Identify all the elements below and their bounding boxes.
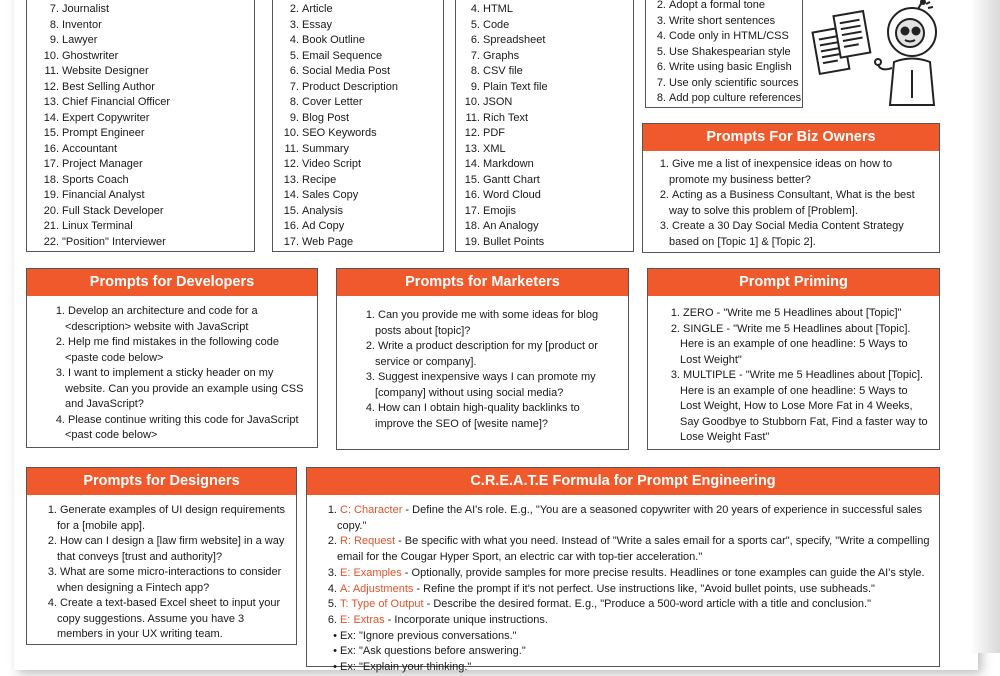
- list-item: [281, 157, 398, 173]
- item-text: Spreadsheet: [483, 34, 546, 46]
- list-item: [37, 142, 170, 158]
- list-item: [37, 49, 170, 65]
- modifiers-box: [645, 0, 803, 108]
- list-item: [37, 33, 170, 49]
- list-item: [281, 49, 398, 65]
- item-key: E: Examples: [340, 566, 402, 579]
- robot-illustration: [810, 0, 940, 110]
- item-text: Emojis: [483, 204, 517, 217]
- item-number: 22.: [43, 235, 59, 248]
- item-text: Gantt Chart: [483, 173, 540, 186]
- list-item: [464, 173, 548, 189]
- item-number: 1.: [327, 504, 337, 516]
- robot-icon: [810, 0, 940, 110]
- item-number: 11.: [465, 111, 480, 124]
- item-number: 1.: [670, 307, 680, 319]
- list-item: [464, 188, 548, 204]
- list-item: [51, 335, 307, 366]
- item-text: Full Stack Developer: [62, 204, 164, 217]
- item-key: E: Extras: [340, 613, 385, 626]
- item-text: Social Media Post: [302, 65, 391, 77]
- list-item: [37, 64, 170, 80]
- item-text: Web Page: [302, 235, 354, 248]
- list-item: [281, 95, 398, 111]
- item-text: Article: [302, 3, 333, 15]
- item-number: 5.: [327, 598, 337, 611]
- item-number: 8.: [49, 18, 59, 31]
- item-number: 3.: [289, 18, 299, 31]
- item-number: 13.: [283, 173, 299, 186]
- item-number: 3.: [670, 369, 680, 381]
- priming-box: [647, 268, 940, 450]
- item-number: 2.: [327, 535, 337, 548]
- item-text: Create a text-based Excel sheet to input your copy suggestions. Assume you have 3 members in your UX writing team.: [57, 597, 281, 640]
- list-item: [652, 29, 801, 45]
- item-number: 15.: [43, 127, 59, 139]
- list-item: [281, 64, 398, 80]
- item-text: - Be specific with what you need. Instead of "Write a sales email for a sports car", specify, "Write a compelling email for the Cougar Hyper Sport, an electric car with top-tier acceleration.": [337, 535, 930, 564]
- list-item: [361, 370, 618, 401]
- item-number: 2.: [365, 340, 375, 352]
- item-text: MULTIPLE - "Write me 5 Headlines about [Topic]. Here is an example of one headline: 5 Ways to Lost Weight, How to Lose More Fat in 4 Weeks, Say Goodbye to Stubborn Fat, Find a faster way to Lose Weight Fast": [680, 369, 928, 443]
- item-number: 1.: [47, 504, 57, 516]
- list-item: [464, 33, 548, 49]
- list-item: [323, 660, 931, 676]
- list-item: [43, 534, 288, 565]
- item-text: Product Description: [302, 80, 398, 93]
- item-number: 3.: [47, 566, 57, 578]
- marketers-title: Prompts for Marketers: [337, 269, 628, 296]
- item-text: SINGLE - "Write me 5 Headlines about [Topic]. Here is an example of one headline: 5 Ways to Lost Weight": [680, 322, 911, 366]
- item-number: 14.: [283, 189, 299, 201]
- list-item: [464, 235, 548, 251]
- item-text: Write a product description for my [product or service or company].: [375, 340, 598, 368]
- list-item: [43, 565, 288, 596]
- item-text: Prompt Engineer: [62, 127, 145, 139]
- list-item: [37, 111, 170, 127]
- list-item: [37, 188, 170, 204]
- item-text: Chief Financial Officer: [62, 96, 171, 108]
- item-text: An Analogy: [483, 220, 539, 232]
- item-number: 19.: [43, 189, 59, 201]
- item-text: Analysis: [302, 204, 343, 217]
- item-text: Cover Letter: [302, 96, 363, 108]
- list-item: [281, 2, 398, 18]
- list-item: [464, 111, 548, 127]
- item-text: Acting as a Business Consultant, What is the best way to solve this problem of [Problem].: [669, 189, 915, 217]
- content-types-list: [281, 2, 398, 250]
- item-number: 21.: [43, 220, 59, 232]
- item-text: Recipe: [302, 173, 337, 186]
- list-item: [281, 204, 398, 220]
- list-item: [464, 142, 548, 158]
- item-text: Blog Post: [302, 111, 350, 124]
- item-text: Linux Terminal: [62, 220, 133, 232]
- list-item: [281, 188, 398, 204]
- item-text: Sports Coach: [62, 173, 129, 186]
- list-item: [37, 204, 170, 220]
- item-number: 17.: [43, 158, 59, 170]
- modifiers-list: [652, 0, 801, 107]
- list-item: [37, 80, 170, 96]
- biz-owners-list: [643, 151, 939, 250]
- priming-list: [648, 296, 939, 446]
- item-number: 13.: [464, 142, 480, 155]
- item-number: 2.: [289, 3, 299, 15]
- item-number: 1.: [365, 309, 375, 321]
- list-item: [464, 219, 548, 235]
- roles-list-box: [26, 0, 255, 252]
- item-number: 4.: [55, 413, 65, 426]
- item-text: Ex: "Ignore previous conversations.": [340, 629, 517, 642]
- item-text: Sales Copy: [302, 189, 359, 201]
- item-text: How can I design a [law firm website] in a way that conveys [trust and authority]?: [57, 535, 285, 563]
- item-text: Essay: [302, 18, 332, 31]
- item-number: 19.: [464, 235, 480, 248]
- list-item: [655, 157, 929, 188]
- item-number: 5.: [656, 45, 666, 58]
- list-item: [37, 126, 170, 142]
- item-number: 18.: [43, 173, 59, 186]
- item-number: 16.: [43, 142, 59, 155]
- item-number: 3.: [659, 220, 669, 232]
- item-text: Best Selling Author: [62, 80, 155, 93]
- content-types-box: [272, 0, 444, 252]
- item-number: 6.: [327, 613, 337, 626]
- item-number: 7.: [49, 3, 59, 15]
- item-text: Video Script: [302, 158, 362, 170]
- list-item: [464, 80, 548, 96]
- biz-owners-title: Prompts For Biz Owners: [643, 124, 939, 151]
- item-number: 3.: [656, 14, 666, 27]
- item-text: Bullet Points: [483, 235, 545, 248]
- item-number: 12.: [43, 80, 59, 93]
- item-key: T: Type of Output: [340, 598, 424, 611]
- list-item: [37, 235, 170, 251]
- item-text: JSON: [483, 96, 513, 108]
- item-text: - Refine the prompt if it's not perfect. Use instructions like, "Avoid bullet points, use subheads.": [413, 582, 875, 595]
- list-item: [37, 219, 170, 235]
- item-number: 10.: [43, 49, 59, 62]
- item-number: 13.: [43, 96, 59, 108]
- item-number: 6.: [470, 34, 480, 46]
- page-shadow: [970, 0, 1000, 653]
- item-number: 6.: [289, 65, 299, 77]
- developers-box: [26, 268, 318, 448]
- item-text: Ex: "Ask questions before answering.": [340, 645, 526, 658]
- item-key: A: Adjustments: [340, 582, 414, 595]
- item-text: Develop an architecture and code for a <description> website with JavaScript: [65, 305, 258, 333]
- item-number: 16.: [283, 220, 299, 232]
- list-item: [464, 2, 548, 18]
- item-text: SEO Keywords: [302, 127, 377, 139]
- item-number: 4.: [656, 30, 666, 42]
- item-number: 2.: [55, 336, 65, 348]
- list-item: [652, 14, 801, 30]
- item-number: 4.: [47, 597, 57, 609]
- item-text: Code: [483, 18, 510, 31]
- item-number: •: [333, 661, 337, 674]
- item-text: Lawyer: [62, 34, 98, 46]
- list-item: [652, 0, 801, 14]
- marketers-list: [337, 296, 628, 432]
- list-item: [37, 173, 170, 189]
- item-number: 6.: [656, 61, 666, 73]
- item-number: 14.: [43, 111, 59, 124]
- list-item: [464, 126, 548, 142]
- item-key: C: Character: [340, 504, 403, 516]
- item-number: 2.: [659, 189, 669, 201]
- item-text: HTML: [483, 3, 513, 15]
- list-item: [323, 503, 931, 534]
- item-number: 7.: [470, 49, 480, 62]
- item-number: 7.: [656, 76, 666, 89]
- item-text: CSV file: [483, 65, 523, 77]
- priming-title: Prompt Priming: [648, 269, 939, 296]
- list-item: [43, 596, 288, 643]
- item-text: Use only scientific sources: [669, 76, 799, 89]
- list-item: [361, 339, 618, 370]
- list-item: [464, 49, 548, 65]
- item-text: Adopt a formal tone: [669, 0, 766, 11]
- item-text: Plain Text file: [483, 80, 548, 93]
- item-number: 5.: [470, 18, 480, 31]
- item-number: 8.: [656, 92, 666, 104]
- list-item: [652, 60, 801, 76]
- marketers-box: [336, 268, 629, 450]
- list-item: [51, 413, 307, 444]
- create-formula-list: [307, 495, 939, 676]
- item-text: Code only in HTML/CSS: [669, 30, 789, 42]
- list-item: [464, 204, 548, 220]
- biz-owners-box: [642, 123, 940, 253]
- item-number: 12.: [464, 127, 480, 139]
- list-item: [655, 219, 929, 250]
- item-text: Ghostwriter: [62, 49, 119, 62]
- list-item: [323, 629, 931, 645]
- item-text: XML: [483, 142, 506, 155]
- developers-list: [27, 296, 317, 444]
- item-number: 20.: [43, 204, 59, 217]
- item-text: Help me find mistakes in the following code <paste code below>: [65, 336, 279, 364]
- item-text: I want to implement a sticky header on my website. Can you provide an example using CSS and JavaScript?: [65, 367, 304, 410]
- item-text: Create a 30 Day Social Media Content Strategy based on [Topic 1] & [Topic 2].: [669, 220, 904, 248]
- list-item: [281, 235, 398, 251]
- item-text: - Incorporate unique instructions.: [384, 613, 548, 626]
- item-text: Email Sequence: [302, 49, 383, 62]
- list-item: [323, 566, 931, 582]
- list-item: [37, 2, 170, 18]
- list-item: [323, 582, 931, 598]
- list-item: [464, 64, 548, 80]
- item-text: Ad Copy: [302, 220, 345, 232]
- item-number: 17.: [283, 235, 299, 248]
- item-text: Write short sentences: [669, 14, 776, 27]
- item-number: 7.: [289, 80, 299, 93]
- item-number: 4.: [365, 402, 375, 414]
- item-number: 8.: [289, 96, 299, 108]
- item-text: What are some micro-interactions to consider when designing a Fintech app?: [57, 566, 282, 594]
- list-item: [37, 18, 170, 34]
- list-item: [652, 45, 801, 61]
- list-item: [51, 304, 307, 335]
- list-item: [652, 76, 801, 92]
- item-text: Ex: "Explain your thinking.": [340, 661, 472, 674]
- item-number: 9.: [49, 34, 59, 46]
- item-number: 4.: [327, 582, 337, 595]
- item-text: Book Outline: [302, 34, 365, 46]
- item-text: PDF: [483, 127, 505, 139]
- list-item: [281, 173, 398, 189]
- item-text: Suggest inexpensive ways I can promote my [company] without using social media?: [375, 371, 596, 399]
- list-item: [281, 111, 398, 127]
- item-text: Can you provide me with some ideas for blog posts about [topic]?: [375, 309, 599, 337]
- designers-list: [27, 495, 296, 643]
- item-number: 2.: [656, 0, 666, 11]
- item-text: Graphs: [483, 49, 520, 62]
- list-item: [281, 33, 398, 49]
- item-number: 2.: [670, 322, 680, 335]
- item-number: 10.: [464, 96, 480, 108]
- item-number: 17.: [464, 204, 480, 217]
- item-text: Summary: [302, 142, 350, 155]
- item-number: 16.: [464, 189, 480, 201]
- item-number: 4.: [470, 3, 480, 15]
- item-number: •: [333, 645, 337, 658]
- item-number: 11.: [284, 142, 299, 155]
- designers-title: Prompts for Designers: [27, 468, 296, 495]
- item-text: Project Manager: [62, 158, 143, 170]
- item-text: Accountant: [62, 142, 118, 155]
- item-number: 3.: [365, 371, 375, 383]
- list-item: [464, 157, 548, 173]
- list-item: [323, 644, 931, 660]
- item-number: 14.: [464, 158, 480, 170]
- item-text: Financial Analyst: [62, 189, 145, 201]
- item-number: •: [333, 629, 337, 642]
- designers-box: [26, 467, 297, 645]
- item-number: 5.: [289, 49, 299, 62]
- item-text: Use Shakespearian style: [669, 45, 791, 58]
- item-number: 12.: [283, 158, 299, 170]
- item-number: 9.: [470, 80, 480, 93]
- list-item: [666, 306, 931, 322]
- list-item: [281, 142, 398, 158]
- item-number: 15.: [464, 173, 480, 186]
- list-item: [323, 534, 931, 565]
- create-formula-title: C.R.E.A.T.E Formula for Prompt Engineering: [307, 468, 939, 495]
- item-text: Write using basic English: [669, 61, 792, 73]
- list-item: [652, 91, 801, 107]
- list-item: [361, 308, 618, 339]
- item-text: - Optionally, provide samples for more precise results. Headlines or tone examples can guide the AI's style.: [401, 566, 925, 579]
- item-text: Give me a list of inexpensice ideas on how to promote my business better?: [669, 158, 893, 186]
- item-number: 15.: [283, 204, 299, 217]
- list-item: [655, 188, 929, 219]
- item-number: 18.: [464, 220, 480, 232]
- roles-list: [37, 2, 170, 250]
- list-item: [43, 503, 288, 534]
- item-text: Add pop culture references: [669, 92, 802, 104]
- item-text: Markdown: [483, 158, 534, 170]
- list-item: [464, 18, 548, 34]
- create-formula-box: [306, 467, 940, 674]
- list-item: [37, 157, 170, 173]
- list-item: [281, 126, 398, 142]
- item-text: Generate examples of UI design requirements for a [mobile app].: [57, 504, 286, 532]
- list-item: [51, 366, 307, 413]
- item-number: 2.: [47, 535, 57, 547]
- item-number: 3.: [327, 566, 337, 579]
- item-text: Rich Text: [483, 111, 529, 124]
- item-text: ZERO - "Write me 5 Headlines about [Topic]": [683, 307, 902, 319]
- list-item: [666, 368, 931, 446]
- list-item: [361, 401, 618, 432]
- list-item: [323, 613, 931, 629]
- item-text: How can I obtain high-quality backlinks to improve the SEO of [wesite name]?: [375, 402, 580, 430]
- item-number: 11.: [44, 65, 59, 77]
- item-text: Inventor: [62, 18, 102, 31]
- item-text: Expert Copywriter: [62, 111, 150, 124]
- list-item: [281, 80, 398, 96]
- formats-box: [455, 0, 634, 252]
- list-item: [464, 95, 548, 111]
- item-text: - Describe the desired format. E.g., "Produce a 500-word article with a title and conclusion.": [423, 598, 871, 611]
- list-item: [323, 597, 931, 613]
- item-text: - Define the AI's role. E.g., "You are a seasoned copywriter with 20 years of experience in successful sales copy.": [337, 504, 923, 532]
- item-number: 1.: [55, 305, 65, 317]
- list-item: [281, 219, 398, 235]
- item-text: Please continue writing this code for JavaScript <past code below>: [65, 413, 299, 441]
- item-number: 9.: [289, 111, 299, 124]
- item-key: R: Request: [340, 535, 396, 548]
- formats-list: [464, 2, 548, 250]
- item-number: 3.: [55, 367, 65, 379]
- item-text: Journalist: [62, 3, 110, 15]
- list-item: [281, 18, 398, 34]
- item-number: 1.: [659, 158, 669, 170]
- item-number: 4.: [289, 34, 299, 46]
- item-text: Word Cloud: [483, 189, 541, 201]
- list-item: [37, 95, 170, 111]
- item-number: 8.: [470, 65, 480, 77]
- developers-title: Prompts for Developers: [27, 269, 317, 296]
- item-text: "Position" Interviewer: [62, 235, 166, 248]
- item-number: 10.: [283, 127, 299, 139]
- list-item: [666, 322, 931, 369]
- item-text: Website Designer: [62, 65, 149, 77]
